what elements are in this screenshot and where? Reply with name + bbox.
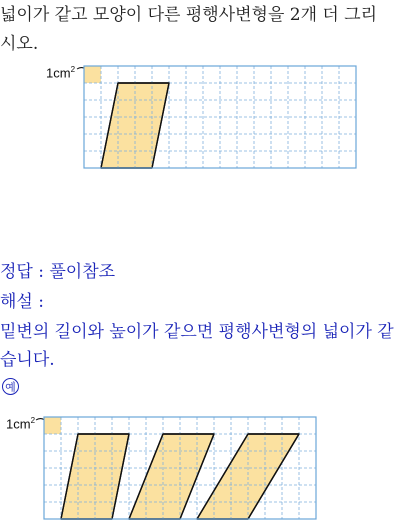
parallelogram-1 bbox=[101, 83, 169, 168]
parallelogram-1 bbox=[61, 434, 129, 519]
example-mark: 예 bbox=[2, 378, 19, 395]
explanation-line-1: 밑변의 길이와 높이가 같으면 평행사변형의 넓이가 같 bbox=[0, 322, 394, 342]
parallelogram-3 bbox=[197, 434, 299, 519]
unit-square bbox=[44, 417, 61, 434]
grid-figure-2 bbox=[44, 417, 316, 529]
explanation-line-2: 습니다. bbox=[0, 350, 55, 370]
parallelogram-2 bbox=[129, 434, 214, 519]
question-line-1: 넓이가 같고 모양이 다른 평행사변형을 2개 더 그리 bbox=[0, 5, 378, 25]
grid-figure-1 bbox=[84, 66, 356, 178]
unit-square bbox=[84, 66, 101, 83]
answer-label: 정답 : 풀이참조 bbox=[0, 262, 116, 282]
unit-label-1: $1cm^2$ bbox=[46, 65, 76, 81]
unit-label-2: $1cm^2$ bbox=[6, 416, 36, 432]
explanation-title: 해설 : bbox=[0, 292, 44, 312]
question-line-2: 시오. bbox=[0, 34, 39, 54]
